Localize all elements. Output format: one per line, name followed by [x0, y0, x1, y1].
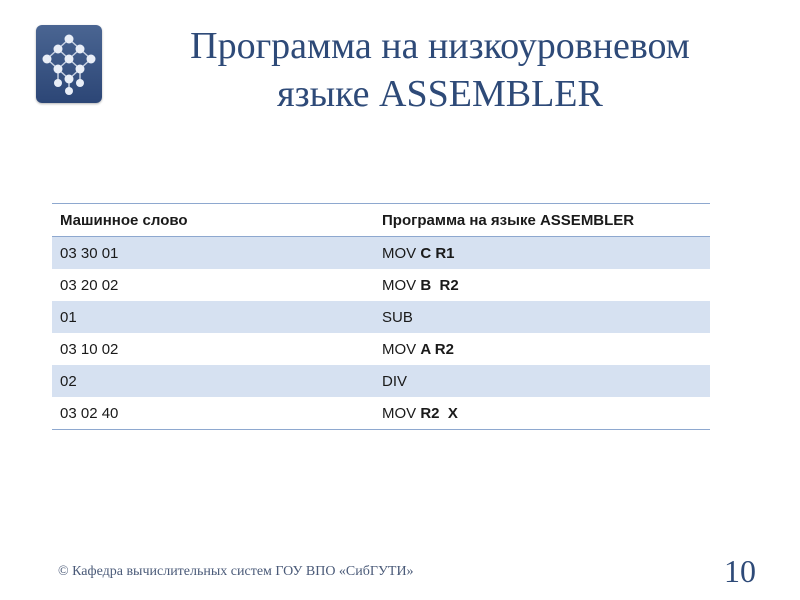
- instruction-cell: [374, 333, 710, 365]
- machine-word-cell: 03 02 40: [52, 397, 374, 430]
- opcode: MOV: [382, 276, 417, 294]
- table-row: [52, 333, 710, 365]
- instruction-cell: [374, 301, 710, 333]
- page-number: 10: [724, 553, 756, 589]
- instruction-cell: [374, 237, 710, 270]
- instruction-cell: [374, 269, 710, 301]
- operands: A R2: [420, 340, 454, 358]
- assembler-table: [52, 203, 710, 430]
- operands: R2 X: [420, 404, 458, 422]
- title-line-2: языке ASSEMBLER: [277, 73, 603, 115]
- operands: C R1: [420, 244, 455, 262]
- instruction-cell: [374, 397, 710, 430]
- machine-word-cell: 03 10 02: [60, 340, 119, 358]
- instruction-cell: [374, 365, 710, 397]
- machine-word-cell: 01: [52, 301, 374, 333]
- table-row: [52, 365, 710, 397]
- opcode: DIV: [382, 372, 408, 390]
- header-assembler-program: Программа на языке ASSEMBLER: [374, 204, 710, 237]
- molecule-logo-icon: [36, 25, 102, 103]
- slide-title: [110, 22, 770, 118]
- table-row: [52, 397, 710, 430]
- table-row: [52, 269, 710, 301]
- logo-graphic: [36, 25, 102, 103]
- opcode: MOV: [382, 244, 417, 262]
- machine-word-cell: 03 30 01: [52, 237, 374, 270]
- opcode: SUB: [382, 308, 413, 326]
- table-row: [52, 301, 710, 333]
- opcode: MOV: [382, 404, 417, 422]
- operands: B R2: [420, 276, 459, 294]
- table-row: [52, 237, 710, 270]
- machine-word-cell: 03 20 02: [60, 276, 119, 294]
- title-line-1: Программа на низкоуровневом: [190, 25, 690, 67]
- machine-word-cell: 02: [52, 365, 374, 397]
- header-machine-word: Машинное слово: [52, 204, 374, 237]
- opcode: MOV: [382, 340, 417, 358]
- table-header-row: [52, 204, 710, 237]
- footer-copyright: © Кафедра вычислительных систем ГОУ ВПО «СибГУТИ»: [58, 564, 414, 579]
